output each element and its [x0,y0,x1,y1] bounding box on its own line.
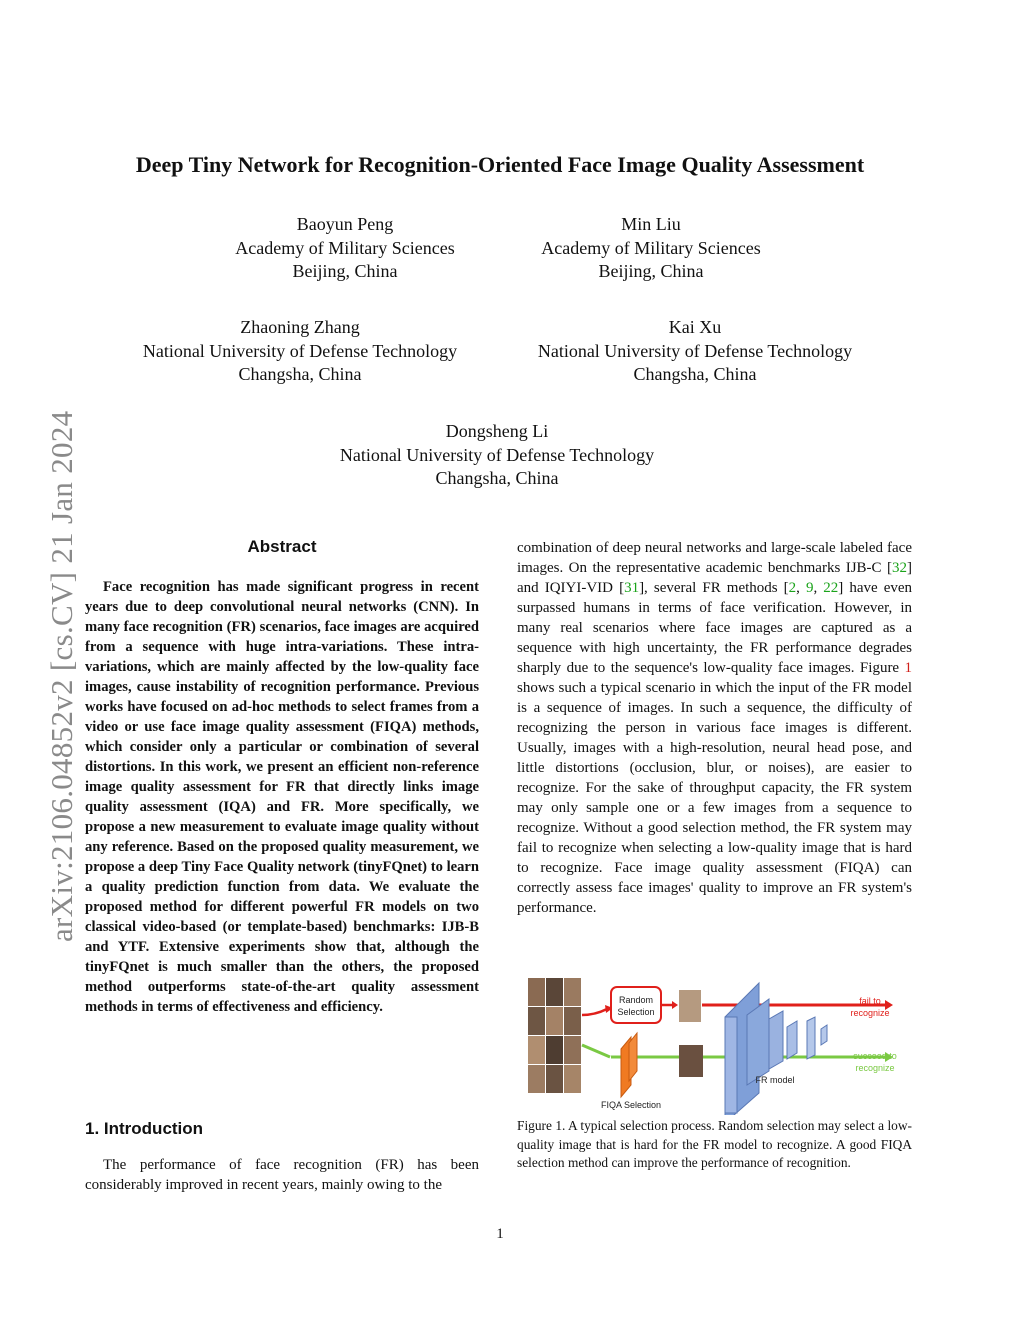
intro-continued-paragraph [517,538,912,918]
text-run: combination of deep neural networks and large-scale labeled face images. On the representative academic benchmarks IJB-C [ [517,540,912,576]
author-name: Min Liu [621,214,681,234]
author-name: Kai Xu [668,317,722,337]
author-location: Beijing, China [292,261,398,281]
succeed-label: succeed to [853,1051,897,1061]
high-quality-face-image [679,1045,703,1077]
author-location: Changsha, China [435,468,559,488]
random-selection-label-2: Selection [617,1007,655,1017]
abstract-heading: Abstract [247,537,317,556]
author-location: Changsha, China [633,364,757,384]
author-affiliation: Academy of Military Sciences [541,237,761,258]
fail-label: fail to [859,996,881,1006]
intro-paragraph: The performance of face recognition (FR) has been considerably improved in recent years, mainly owing to the [85,1157,479,1193]
fail-label-2: recognize [850,1008,890,1018]
intro-left-column [85,1155,479,1195]
author-location: Beijing, China [598,261,704,281]
citation-link[interactable]: 31 [624,580,640,596]
author-name: Zhaoning Zhang [240,317,360,337]
low-quality-face-image [679,990,701,1022]
author-name: Dongsheng Li [445,421,549,441]
figure-1 [525,975,915,1115]
citation-link[interactable]: 9 [805,580,814,596]
text-run: ], several FR methods [ [639,580,789,596]
author-location: Changsha, China [238,364,362,384]
text-run: shows such a typical scenario in which the input of the FR model is a sequence of images. In such a sequence, the difficulty of recognizing the person in various face images is different. Usually, images with a high-resolution, neural head pose, and little distortions (occlusion, blur, or noises), are easier to recognize. For the sake of throughput capacity, the FR system may only sample one or a few images from a sequence to recognize. Without a good selection method, the FR system may fail to recognize when selecting a low-quality image that is hard to recognize. Face image quality assessment (FIQA) can correctly assess face images' quality to improve an FR system's performance. [517,680,912,916]
author-affiliation: National University of Defense Technology [339,444,655,465]
author-affiliation: National University of Defense Technology [537,340,853,361]
author-block [317,420,677,491]
fr-model-label: FR model [755,1075,795,1085]
fiqa-selection-label: FIQA Selection [600,1100,662,1110]
text-run: , [796,580,806,596]
section-heading-introduction: 1. Introduction [85,1119,204,1138]
figure-caption: Figure 1. A typical selection process. Random selection may select a low-quality image that is hard for the FR model to recognize. A good FIQA selection method can improve the performance of recognition. [517,1118,912,1170]
author-block [120,316,480,387]
text-run: ] and IQIYI-VID [ [517,560,912,596]
citation-link[interactable]: 22 [823,580,839,596]
abstract-text: Face recognition has made significant progress in recent years due to deep convolutional neural networks (CNN). In many face recognition (FR) scenarios, face images are acquired from a sequence with huge intra-variations. These intra-variations, which are mainly affected by the low-quality face images, cause instability of recognition performance. Previous works have focused on ad-hoc methods to select frames from a video or use face image quality assessment (FIQA) methods, which consider only a particular or combination of several distortions. In this work, we present an efficient non-reference image quality assessment for FR that directly links image quality assessment (IQA) and FR. More specifically, we propose a new measurement to evaluate image quality without any reference. Based on the proposed quality measurement, we propose a deep Tiny Face Quality network (tinyFQnet) to learn a quality prediction function from data. We evaluate the proposed method for different powerful FR models on two classical video-based (or template-based) benchmarks: IJB-B and YTF. Extensive experiments show that, although the tinyFQnet is much smaller than the others, the proposed method outperforms state-of-the-art quality assessment methods in terms of effectiveness and efficiency. [85,579,479,1015]
random-selection-box [611,987,661,1023]
author-affiliation: Academy of Military Sciences [235,237,455,258]
face-image-grid [528,978,581,1093]
author-name: Baoyun Peng [296,214,394,234]
intro-right-column [517,538,912,918]
selection-diagram [525,975,915,1115]
figure-reference-link[interactable]: 1 [904,660,912,676]
arxiv-watermark: arXiv:2106.04852v2 [cs.CV] 21 Jan 2024 [44,410,79,942]
fr-model-icon [725,983,827,1115]
author-block [471,213,831,284]
random-selection-label: Random [618,995,654,1005]
author-affiliation: National University of Defense Technology [142,340,458,361]
fiqa-network-icon [621,1033,637,1097]
author-block [515,316,875,387]
succeed-label-2: recognize [855,1063,895,1073]
paper-title: Deep Tiny Network for Recognition-Oriented Face Image Quality Assessment [135,152,865,177]
citation-link[interactable]: 32 [892,560,907,576]
abstract-body [85,577,479,1017]
page-number: 1 [496,1226,504,1242]
text-run: ] have even surpassed humans in terms of face verification. However, in many real scenarios where face images are captured as a sequence with high uncertainty, the FR performance degrades sharply due to the sequence's low-quality face images. Figure [517,580,913,676]
citation-link[interactable]: 2 [788,580,797,596]
text-run: , [813,580,824,596]
